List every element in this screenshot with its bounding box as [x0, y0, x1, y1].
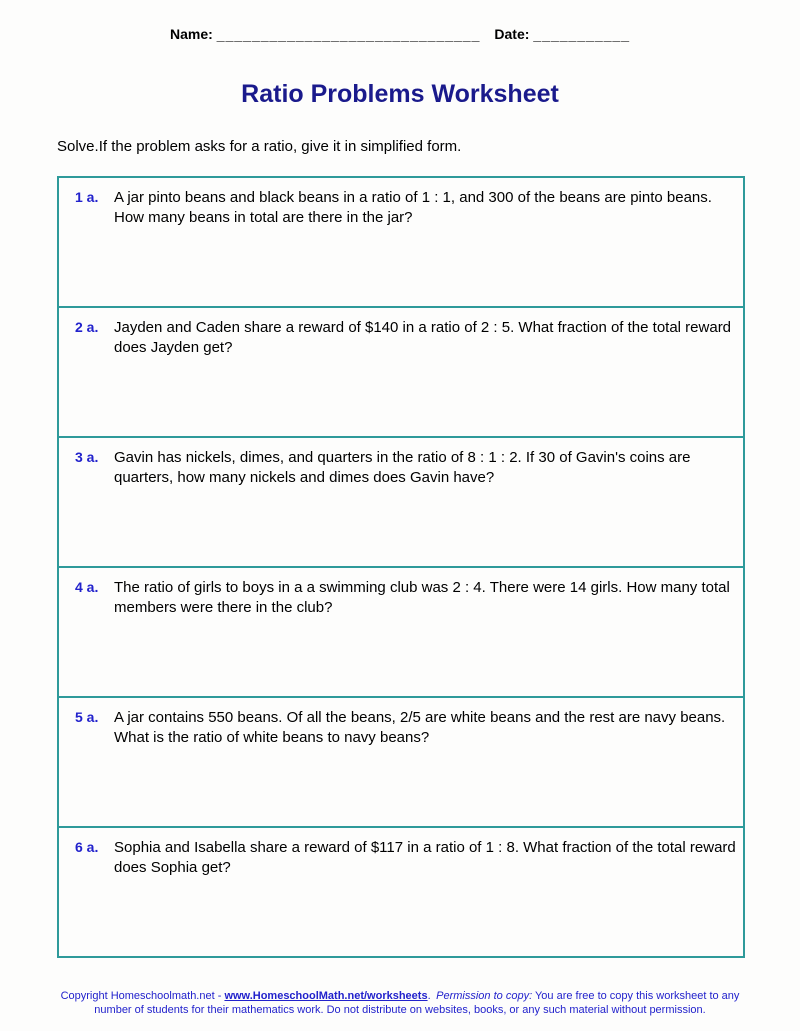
date-blank-line: ___________	[533, 26, 631, 42]
page-title: Ratio Problems Worksheet	[241, 80, 559, 108]
problem-box-5	[57, 696, 745, 828]
problem-text: A jar contains 550 beans. Of all the beans, 2/5 are white beans and the rest are navy beans. What is the ratio of white beans to navy beans?	[114, 709, 726, 746]
name-label: Name:	[170, 26, 213, 42]
problem-text: Gavin has nickels, dimes, and quarters in the ratio of 8 : 1 : 2. If 30 of Gavin's coins are quarters, how many nickels and dimes does Gavin have?	[114, 449, 691, 486]
problem-box-3	[57, 436, 745, 568]
problem-number: 5 a.	[75, 709, 99, 725]
problem-text: Jayden and Caden share a reward of $140 in a ratio of 2 : 5. What fraction of the total reward does Jayden get?	[114, 319, 732, 356]
after-link-text: .	[427, 990, 437, 1002]
instruction-text: Solve.If the problem asks for a ratio, give it in simplified form.	[57, 138, 462, 155]
copyright-text: Copyright Homeschoolmath.net -	[60, 990, 225, 1002]
worksheets-link[interactable]: www.HomeschoolMath.net/worksheets	[224, 990, 428, 1002]
problem-number: 4 a.	[75, 579, 99, 595]
problem-list	[57, 176, 745, 958]
name-blank-line: ______________________________	[216, 26, 481, 42]
problem-box-2	[57, 306, 745, 438]
date-label: Date:	[494, 26, 530, 42]
permission-label: Permission to copy:	[436, 990, 533, 1002]
problem-number: 2 a.	[75, 319, 99, 335]
permission-text-line1: You are free to copy this worksheet to any	[532, 990, 740, 1002]
problem-number: 6 a.	[75, 839, 99, 855]
problem-text: A jar pinto beans and black beans in a ratio of 1 : 1, and 300 of the beans are pinto beans. How many beans in total are there in the jar?	[114, 189, 712, 226]
problem-box-1	[57, 176, 745, 308]
problem-text: The ratio of girls to boys in a a swimming club was 2 : 4. There were 14 girls. How many total members were there in the club?	[114, 579, 730, 616]
problem-number: 1 a.	[75, 189, 99, 205]
problem-number: 3 a.	[75, 449, 99, 465]
copyright-footer	[0, 989, 800, 1017]
problem-box-4	[57, 566, 745, 698]
problem-text: Sophia and Isabella share a reward of $117 in a ratio of 1 : 8. What fraction of the total reward does Sophia get?	[114, 839, 736, 876]
permission-text-line2: number of students for their mathematics work. Do not distribute on websites, books, or any such material without permission.	[94, 1004, 706, 1016]
name-date-header	[170, 26, 630, 42]
problem-box-6	[57, 826, 745, 958]
